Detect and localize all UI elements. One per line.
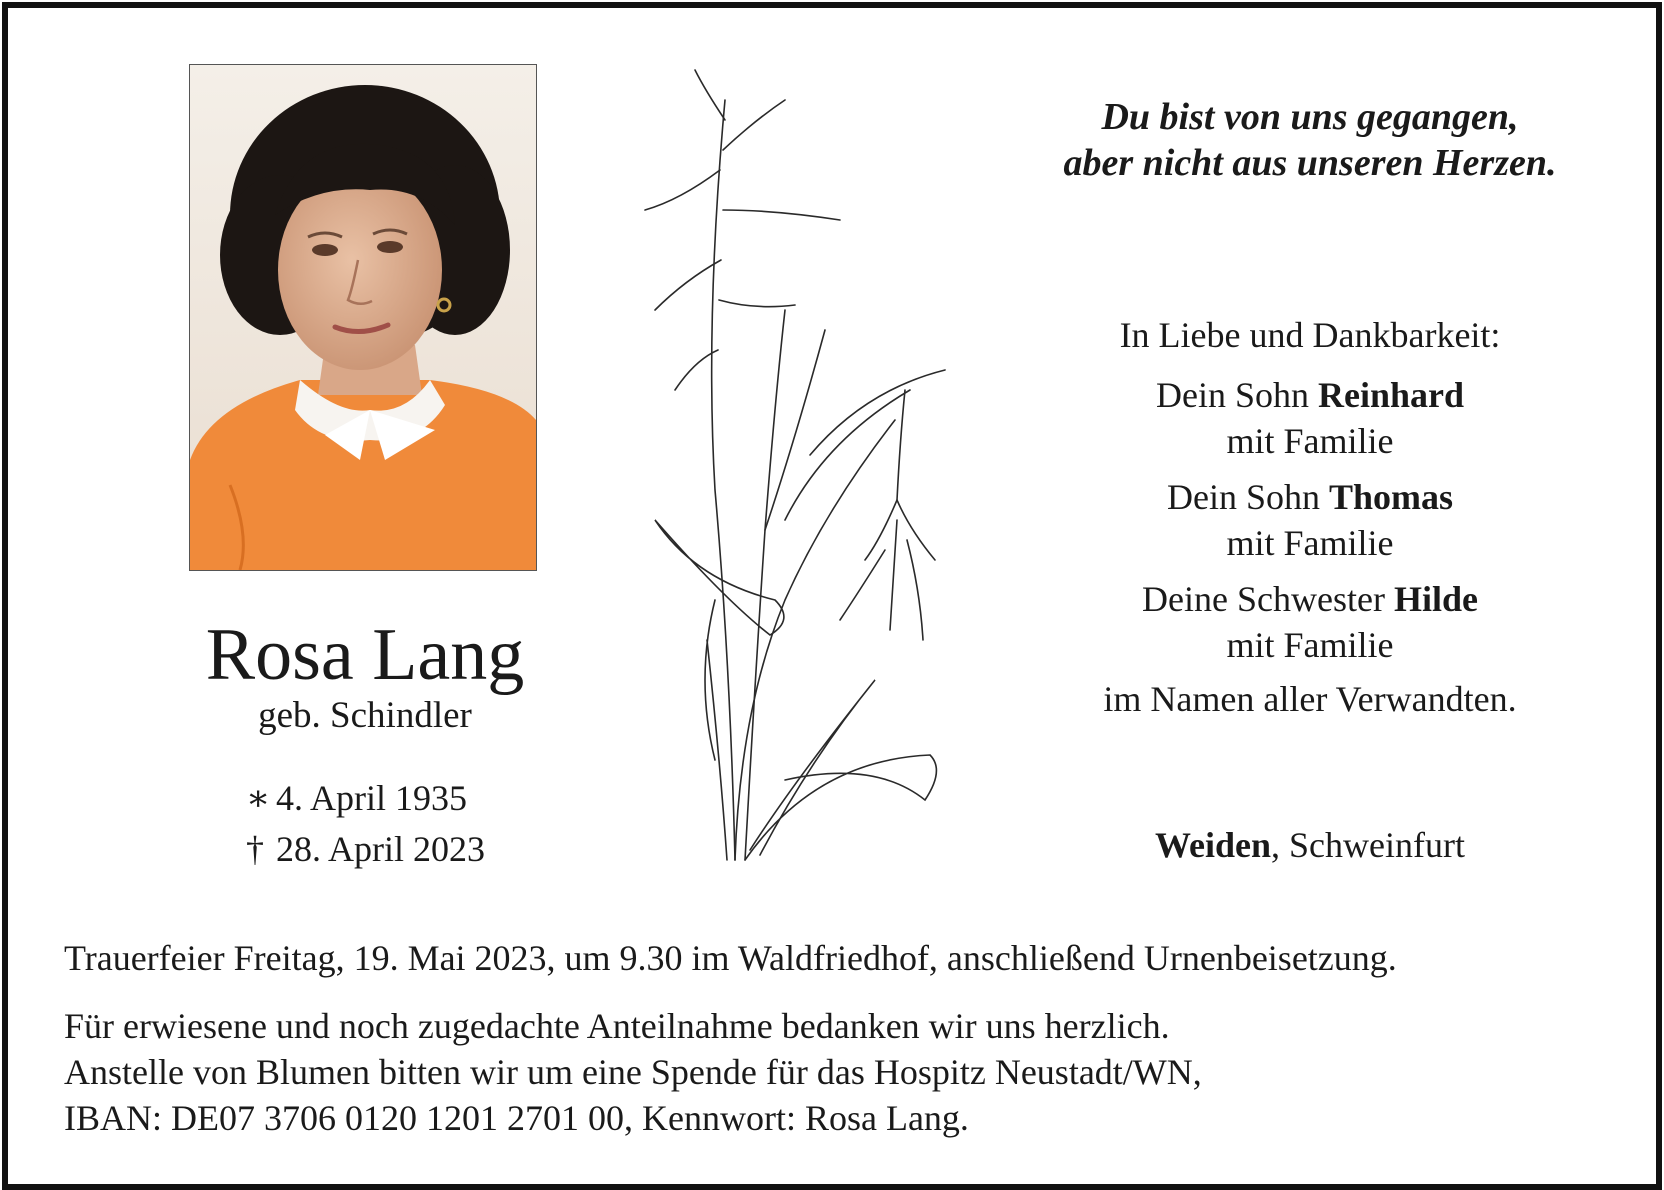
birth-date: 4. April 1935 bbox=[276, 778, 468, 818]
mourner-family: mit Familie bbox=[1226, 625, 1394, 665]
mourner-relation: Dein Sohn bbox=[1155, 375, 1318, 415]
portrait-photo bbox=[189, 64, 537, 571]
mourner-name: Hilde bbox=[1393, 579, 1478, 619]
thanks-note: Für erwiesene und noch zugedachte Anteilnahme bedanken wir uns herzlich. bbox=[64, 1006, 1170, 1046]
mourner-family: mit Familie bbox=[1226, 523, 1394, 563]
mourners-closing: im Namen aller Verwandten. bbox=[1103, 679, 1517, 719]
mourners-intro: In Liebe und Dankbarkeit: bbox=[1119, 315, 1501, 355]
mourners-list bbox=[980, 312, 1640, 722]
memorial-quote bbox=[980, 94, 1640, 186]
mourner-family: mit Familie bbox=[1226, 421, 1394, 461]
funeral-notice: Trauerfeier Freitag, 19. Mai 2023, um 9.30 im Waldfriedhof, anschließend Urnenbeisetzung. bbox=[64, 938, 1397, 978]
life-dates bbox=[246, 773, 485, 875]
donation-note: Anstelle von Blumen bitten wir um eine Spende für das Hospitz Neustadt/WN, bbox=[64, 1052, 1202, 1092]
grass-plant-illustration bbox=[635, 60, 1015, 870]
mourner-group-reinhard bbox=[980, 372, 1640, 464]
mourner-line bbox=[980, 576, 1640, 622]
place-secondary: , Schweinfurt bbox=[1271, 825, 1465, 865]
mourner-relation: Deine Schwester bbox=[1142, 579, 1394, 619]
iban-note: IBAN: DE07 3706 0120 1201 2701 00, Kennwort: Rosa Lang. bbox=[64, 1098, 969, 1138]
death-cross-icon: † bbox=[246, 829, 264, 869]
maiden-name: geb. Schindler bbox=[258, 695, 472, 736]
death-row bbox=[246, 824, 485, 875]
mourner-line bbox=[980, 474, 1640, 520]
mourner-name: Thomas bbox=[1328, 477, 1454, 517]
mourner-group-hilde bbox=[980, 576, 1640, 668]
footer-text bbox=[64, 935, 1624, 1141]
birth-star-icon: ∗ bbox=[246, 778, 271, 818]
place-primary: Weiden bbox=[1155, 825, 1272, 865]
mourner-line bbox=[980, 372, 1640, 418]
places bbox=[980, 822, 1640, 868]
quote-line-2: aber nicht aus unseren Herzen. bbox=[1063, 142, 1557, 184]
mourner-name: Reinhard bbox=[1317, 375, 1465, 415]
birth-row bbox=[246, 773, 485, 824]
death-date: 28. April 2023 bbox=[276, 829, 486, 869]
mourner-relation: Dein Sohn bbox=[1166, 477, 1329, 517]
mourner-group-thomas bbox=[980, 474, 1640, 566]
quote-line-1: Du bist von uns gegangen, bbox=[1101, 96, 1519, 138]
deceased-name: Rosa Lang bbox=[205, 614, 525, 696]
